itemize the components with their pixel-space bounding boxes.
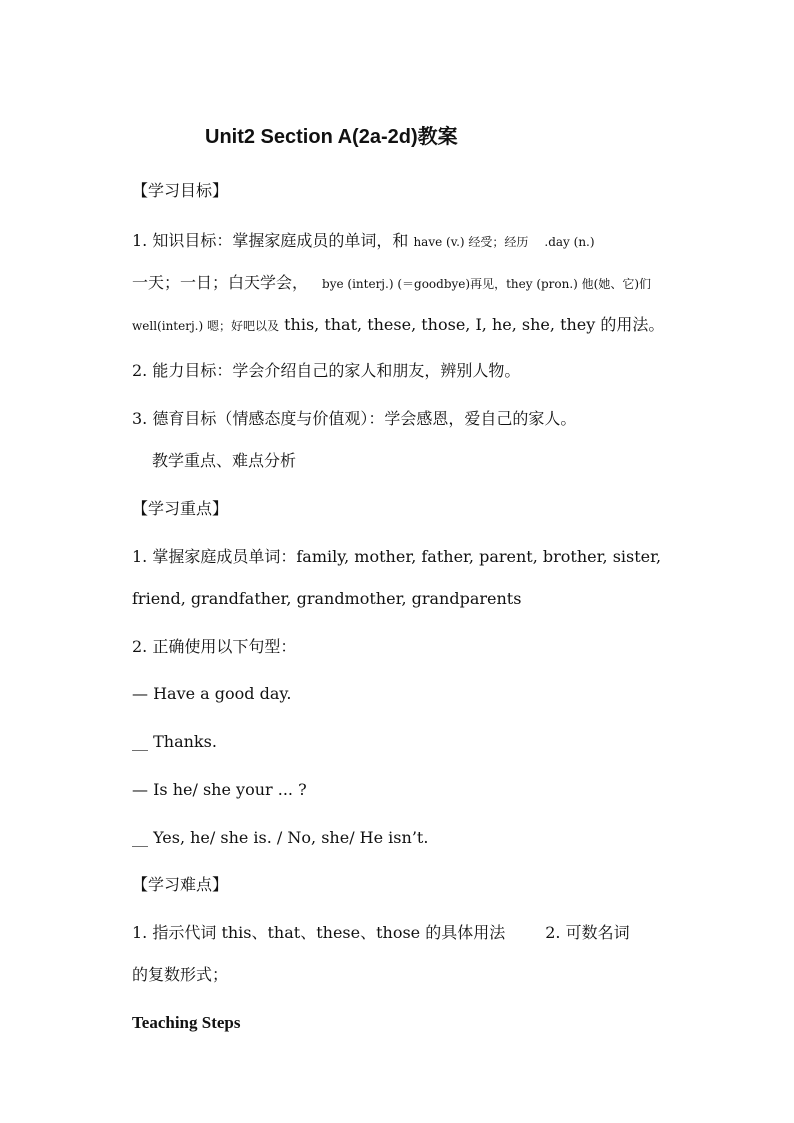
ability-objective: 2. 能力目标：学会介绍自己的家人和朋友，辨别人物。 (132, 361, 521, 380)
difficulties-heading: 【学习难点】 (132, 875, 229, 894)
day-meaning: 一天；一日；白天学会， (132, 273, 309, 292)
knowledge-prefix: 1. 知识目标：掌握家庭成员的单词，和 (132, 231, 414, 250)
pronoun-usage: this, that, these, those, I, he, she, they 的用法。 (279, 315, 665, 334)
well-definition: well(interj.) 嗯；好吧以及 (132, 319, 279, 333)
key-point-item-2: 2. 正确使用以下句型： (132, 637, 297, 656)
sentence-2: __ Thanks. (132, 732, 217, 751)
knowledge-objective-line-1 (132, 230, 595, 253)
knowledge-objective-line-3 (132, 314, 664, 337)
sentence-1: — Have a good day. (132, 684, 292, 703)
difficulty-item-line-1 (132, 922, 630, 944)
bye-they-definition: bye (interj.) (＝goodbye)再见，they (pron.) 他(她、它)们 (322, 277, 652, 291)
countable-nouns: 2. 可数名词 (545, 923, 630, 942)
analysis-heading: 教学重点、难点分析 (152, 451, 297, 470)
objectives-heading: 【学习目标】 (132, 181, 229, 200)
difficulty-item-line-2: 的复数形式； (132, 965, 229, 984)
demonstrative-pronouns: 1. 指示代词 this、that、these、those 的具体用法 (132, 923, 506, 942)
knowledge-objective-line-2 (132, 272, 651, 295)
sentence-4: __ Yes, he/ she is. / No, she/ He isn’t. (132, 828, 429, 847)
key-point-item-1-continued: friend, grandfather, grandmother, grandparents (132, 589, 522, 608)
teaching-steps-heading: Teaching Steps (132, 1013, 241, 1032)
sentence-3: — Is he/ she your ... ? (132, 780, 307, 799)
document-title: Unit2 Section A(2a-2d)教案 (205, 126, 458, 148)
have-definition: have (v.) 经受；经历 (413, 235, 529, 249)
key-points-heading: 【学习重点】 (132, 499, 229, 518)
day-definition: .day (n.) (544, 235, 595, 249)
moral-objective: 3. 德育目标（情感态度与价值观）：学会感恩，爱自己的家人。 (132, 409, 577, 428)
key-point-item-1: 1. 掌握家庭成员单词：family, mother, father, parent, brother, sister, (132, 547, 662, 566)
